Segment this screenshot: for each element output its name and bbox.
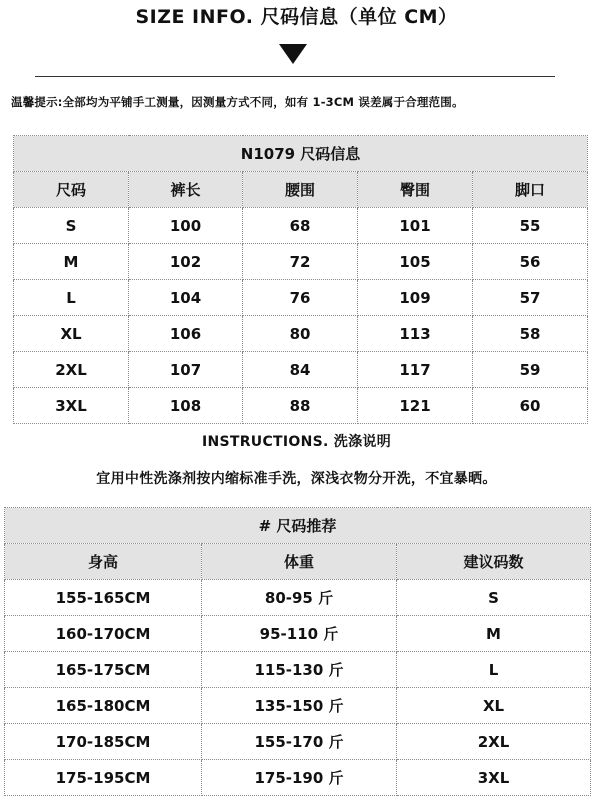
divider — [35, 76, 555, 77]
size-table-title: N1079 尺码信息 — [14, 136, 588, 172]
table-cell: 104 — [129, 280, 243, 316]
table-cell: L — [14, 280, 129, 316]
table-cell: 2XL — [14, 352, 129, 388]
table-cell: 175-190 斤 — [202, 760, 397, 796]
table-row — [14, 280, 588, 316]
table-row — [5, 688, 591, 724]
instructions-title: INSTRUCTIONS. 洗涤说明 — [201, 434, 392, 450]
table-cell: 84 — [243, 352, 358, 388]
table-cell: 57 — [473, 280, 588, 316]
table-cell: 55 — [473, 208, 588, 244]
table-cell: S — [14, 208, 129, 244]
table-cell: 3XL — [397, 760, 591, 796]
table-cell: M — [14, 244, 129, 280]
table-cell: 165-175CM — [5, 652, 202, 688]
table-row — [14, 388, 588, 424]
column-header-suggested-size: 建议码数 — [397, 544, 591, 580]
column-header-waist: 腰围 — [243, 172, 358, 208]
table-cell: 68 — [243, 208, 358, 244]
table-row — [5, 724, 591, 760]
table-cell: 155-170 斤 — [202, 724, 397, 760]
table-cell: 121 — [358, 388, 473, 424]
table-cell: 101 — [358, 208, 473, 244]
table-row — [5, 580, 591, 616]
column-header-size: 尺码 — [14, 172, 129, 208]
table-cell: 165-180CM — [5, 688, 202, 724]
table-cell: 108 — [129, 388, 243, 424]
column-header-weight: 体重 — [202, 544, 397, 580]
table-cell: XL — [397, 688, 591, 724]
table-cell: 160-170CM — [5, 616, 202, 652]
table-row — [14, 208, 588, 244]
column-header-length: 裤长 — [129, 172, 243, 208]
table-cell: 2XL — [397, 724, 591, 760]
table-cell: 117 — [358, 352, 473, 388]
table-cell: 175-195CM — [5, 760, 202, 796]
table-row — [14, 244, 588, 280]
table-row — [14, 352, 588, 388]
table-cell: 115-130 斤 — [202, 652, 397, 688]
table-cell: 80-95 斤 — [202, 580, 397, 616]
table-cell: 76 — [243, 280, 358, 316]
table-cell: 135-150 斤 — [202, 688, 397, 724]
size-info-table — [13, 135, 588, 424]
table-row — [5, 760, 591, 796]
table-cell: 88 — [243, 388, 358, 424]
table-cell: L — [397, 652, 591, 688]
table-cell: 102 — [129, 244, 243, 280]
table-cell: 3XL — [14, 388, 129, 424]
table-cell: 56 — [473, 244, 588, 280]
page-title: SIZE INFO. 尺码信息（单位 CM） — [135, 6, 458, 28]
table-cell: 72 — [243, 244, 358, 280]
table-cell: S — [397, 580, 591, 616]
recommend-table-title: # 尺码推荐 — [5, 508, 591, 544]
table-cell: 106 — [129, 316, 243, 352]
table-cell: 107 — [129, 352, 243, 388]
table-row — [5, 616, 591, 652]
table-row — [5, 652, 591, 688]
down-arrow-icon — [279, 44, 307, 64]
size-recommendation-table — [4, 507, 591, 796]
table-cell: M — [397, 616, 591, 652]
table-cell: 109 — [358, 280, 473, 316]
measurement-tip: 温馨提示:全部均为平铺手工测量，因测量方式不同，如有 1-3CM 误差属于合理范围。 — [11, 95, 464, 109]
column-header-hem: 脚口 — [473, 172, 588, 208]
table-cell: 170-185CM — [5, 724, 202, 760]
table-cell: 80 — [243, 316, 358, 352]
table-cell: 59 — [473, 352, 588, 388]
table-cell: 113 — [358, 316, 473, 352]
table-cell: 60 — [473, 388, 588, 424]
table-cell: 155-165CM — [5, 580, 202, 616]
instructions-text: 宜用中性洗涤剂按内缩标准手洗，深浅衣物分开洗，不宜暴晒。 — [96, 471, 497, 487]
table-cell: 105 — [358, 244, 473, 280]
column-header-height: 身高 — [5, 544, 202, 580]
column-header-hip: 臀围 — [358, 172, 473, 208]
table-cell: 58 — [473, 316, 588, 352]
table-row — [14, 316, 588, 352]
table-cell: XL — [14, 316, 129, 352]
table-cell: 95-110 斤 — [202, 616, 397, 652]
table-cell: 100 — [129, 208, 243, 244]
